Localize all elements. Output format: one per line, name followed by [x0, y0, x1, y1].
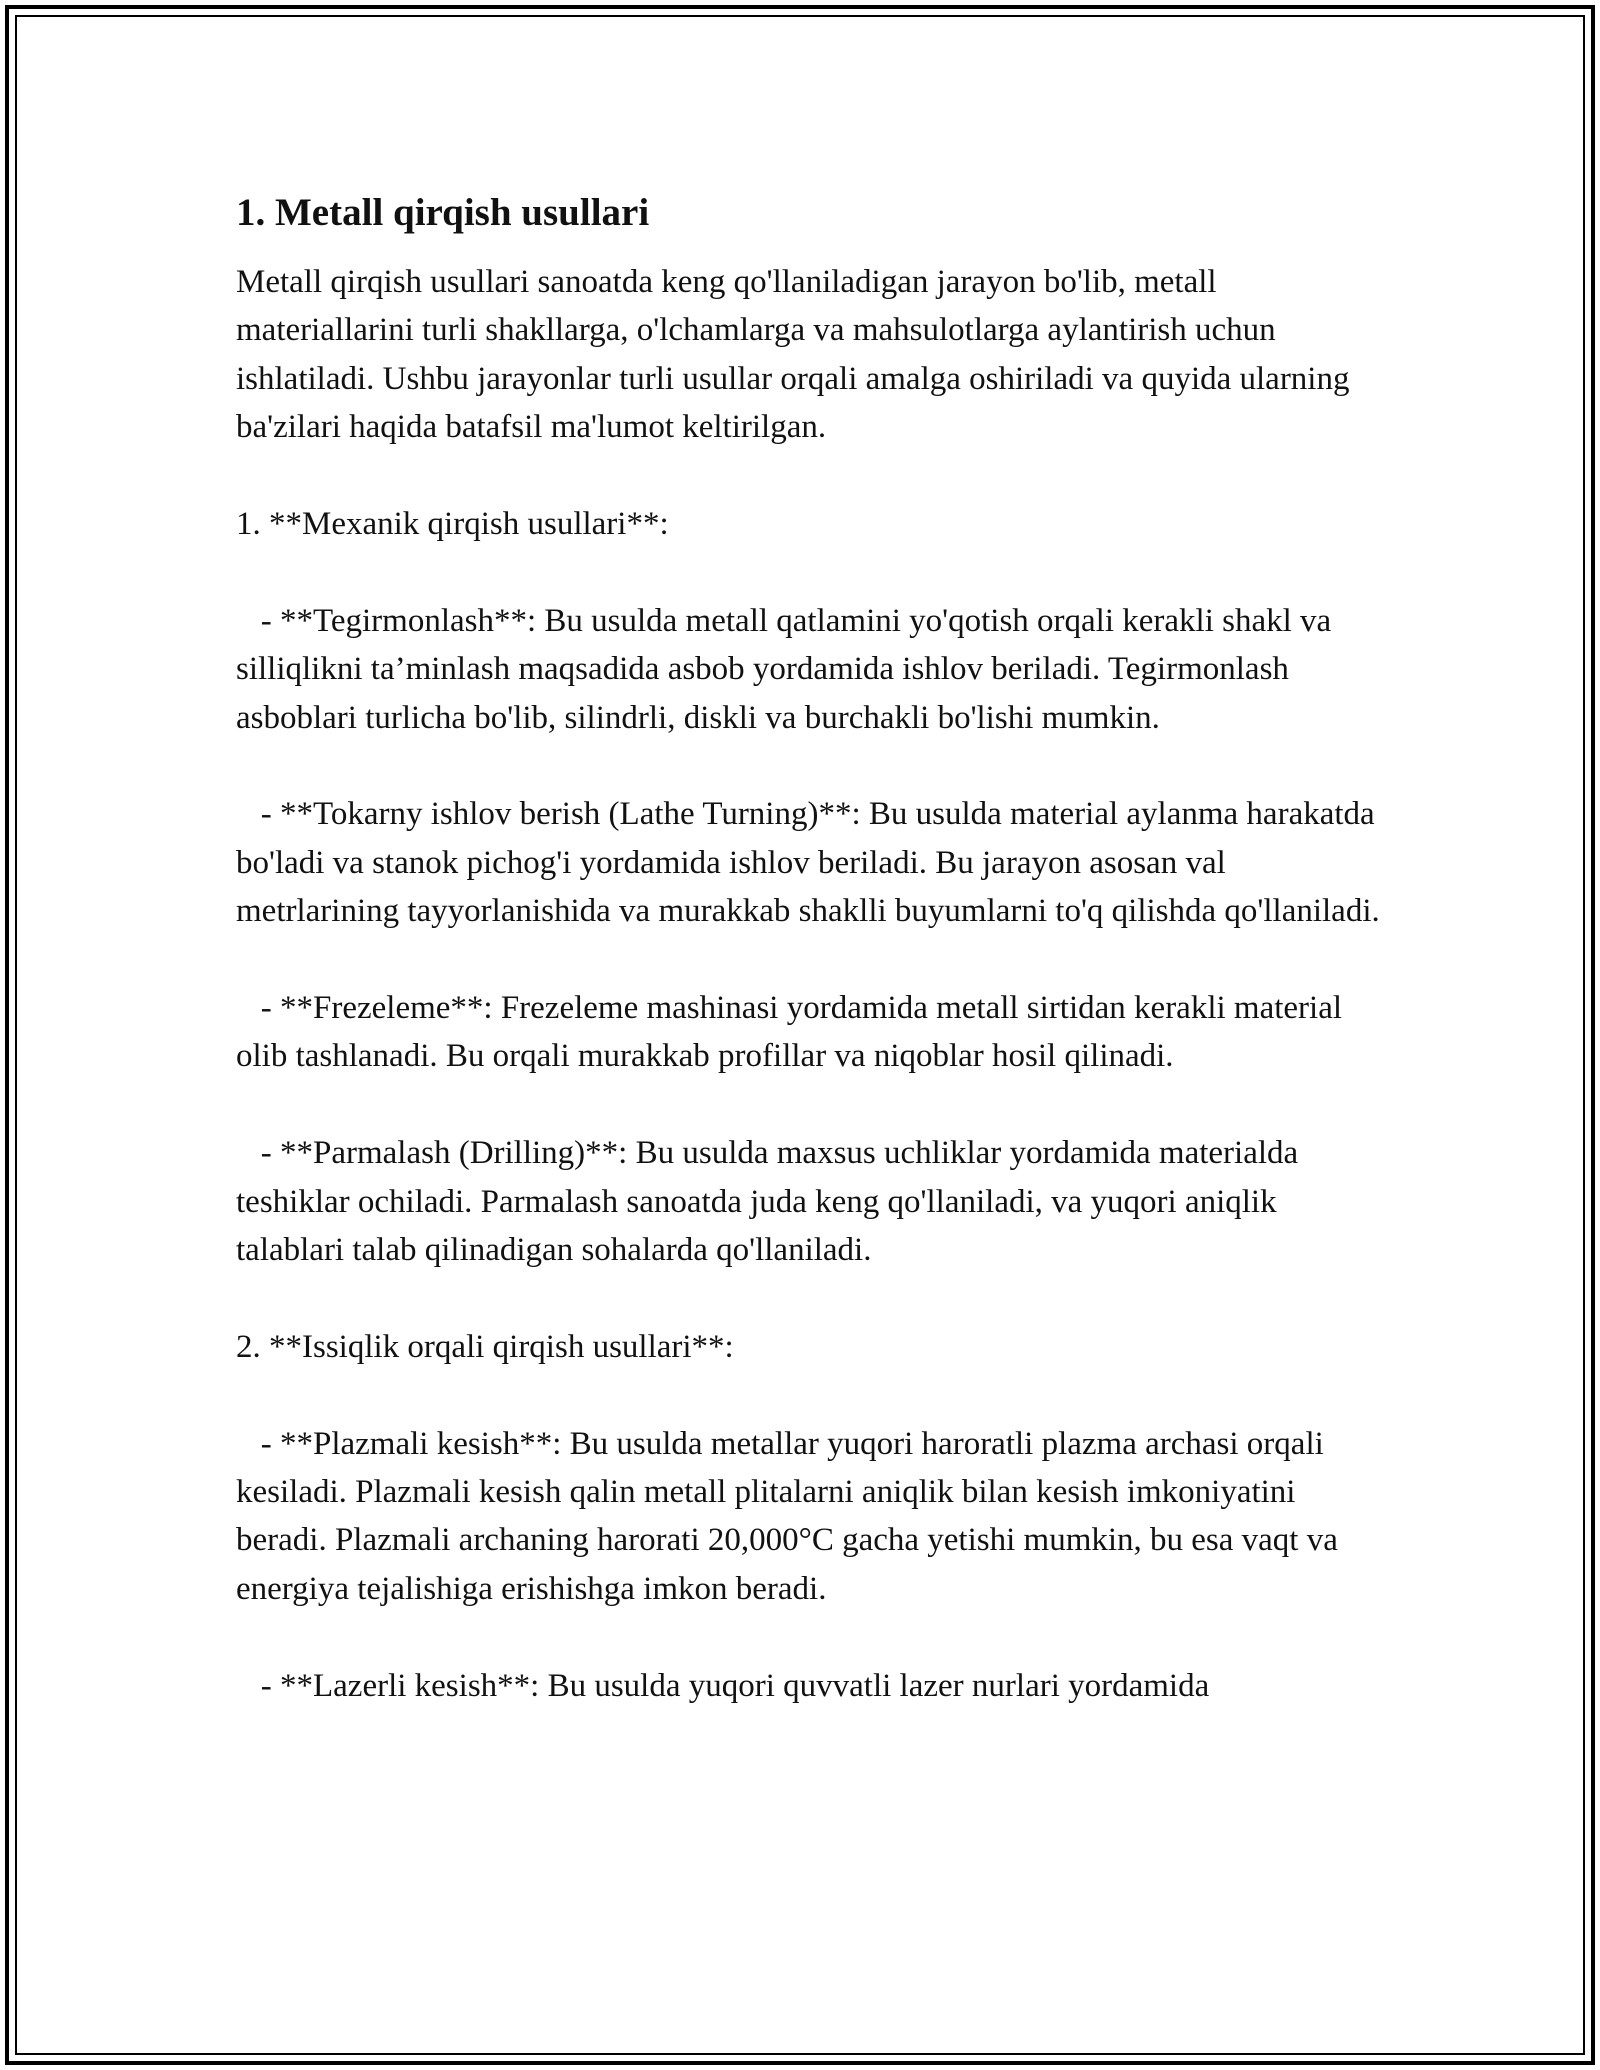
list-item-tokarny: - **Tokarny ishlov berish (Lathe Turning)**: Bu usulda material aylanma harakatda bo'ladi va stanok pichog'i yordamida ishlov beriladi. Bu jarayon asosan val metrlarining tayyorlanishida va murakkab shaklli buyumlarni to'q qilishda qo'llaniladi. [236, 796, 1383, 930]
page-title: 1. Metall qirqish usullari [236, 191, 650, 234]
paragraph-gap [236, 452, 1386, 500]
intro-paragraph: Metall qirqish usullari sanoatda keng qo'llaniladigan jarayon bo'lib, metall materiallarini turli shakllarga, o'lchamlarga va mahsulotlarga aylantirish uchun ishlatiladi. Ushbu jarayonlar turli usullar orqali amalga oshiriladi va quyida ularning ba'zilari haqida batafsil ma'lumot keltirilgan. [236, 264, 1358, 446]
paragraph-gap [236, 936, 1386, 984]
paragraph-gap [236, 1081, 1386, 1129]
list-item-parmalash: - **Parmalash (Drilling)**: Bu usulda maxsus uchliklar yordamida materialda teshiklar ochiladi. Parmalash sanoatda juda keng qo'llaniladi, va yuqori aniqlik talablari talab qilinadigan sohalarda qo'llaniladi. [236, 1135, 1307, 1269]
section-heading-thermal: 2. **Issiqlik orqali qirqish usullari**: [236, 1328, 734, 1365]
list-item-tegirmonlash: - **Tegirmonlash**: Bu usulda metall qatlamini yo'qotish orqali kerakli shakl va silliqlikni ta’minlash maqsadida asbob yordamida ishlov beriladi. Tegirmonlash asboblari turlicha bo'lib, silindrli, diskli va burchakli bo'lishi mumkin. [236, 602, 1340, 736]
list-item-plazmali: - **Plazmali kesish**: Bu usulda metallar yuqori haroratli plazma archasi orqali kesiladi. Plazmali kesish qalin metall plitalarni aniqlik bilan kesish imkoniyatini beradi. Plazmali archaning harorati 20,000°C gacha yetishi mumkin, bu esa vaqt va energiya tejalishiga erishishga imkon beradi. [236, 1425, 1347, 1607]
section-heading-mechanical: 1. **Mexanik qirqish usullari**: [236, 506, 669, 543]
list-item-lazerli: - **Lazerli kesish**: Bu usulda yuqori quvvatli lazer nurlari yordamida [236, 1667, 1210, 1704]
paragraph-gap [236, 1613, 1386, 1661]
paragraph-gap [236, 548, 1386, 596]
document-body [236, 188, 1386, 1710]
paragraph-gap [236, 742, 1386, 790]
list-item-frezeleme: - **Frezeleme**: Frezeleme mashinasi yordamida metall sirtidan kerakli material olib tashlanadi. Bu orqali murakkab profillar va niqoblar hosil qilinadi. [236, 990, 1351, 1075]
paragraph-gap [236, 1371, 1386, 1419]
paragraph-gap [236, 1274, 1386, 1322]
